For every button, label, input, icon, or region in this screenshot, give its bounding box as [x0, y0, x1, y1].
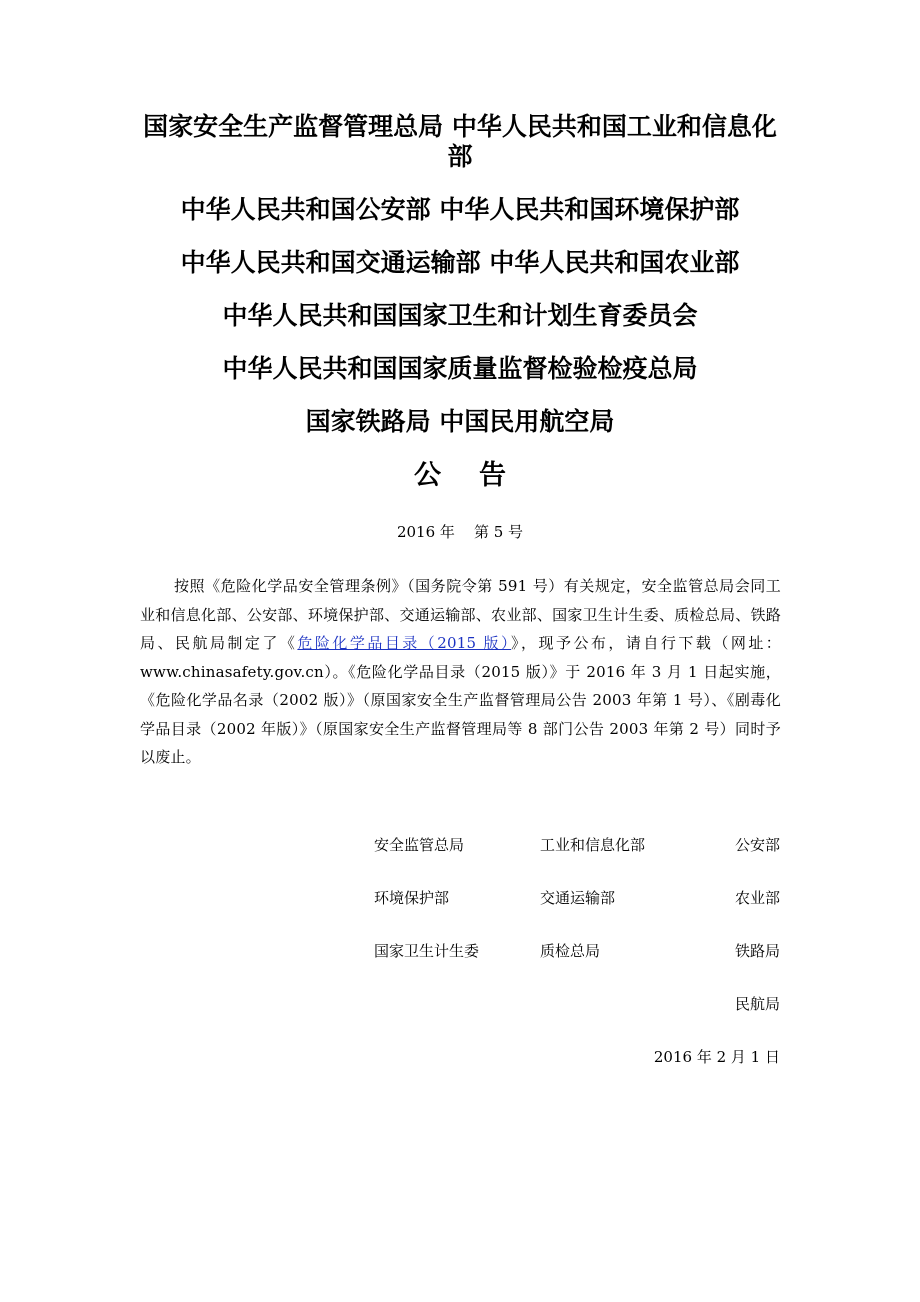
heading-agencies-line2: 中华人民共和国公安部 中华人民共和国环境保护部 — [180, 195, 740, 224]
signatory-safety-admin: 安全监管总局 — [374, 836, 465, 854]
heading-agencies-line3: 中华人民共和国交通运输部 中华人民共和国农业部 — [180, 248, 740, 277]
signatory-quality: 质检总局 — [540, 942, 601, 960]
body-text-part2: 》，现予公布，请自行下载（网址：www.chinasafety.gov.cn）。《危险化学品目录（2015 版）》于 2016 年 3 月 1 日起实施，《危险化学品名录（2002 版）》（原国家安全生产监督管理局公告 2003 年第 1 号）、《剧毒化学品目录（2002 年版）》（原国家安全生产监督管理局等 8 部门公告 2003 年第 2 号）同时予以废止。 — [140, 634, 782, 766]
heading-agencies-line4: 中华人民共和国国家卫生和计划生育委员会 — [222, 301, 698, 330]
signatory-transport: 交通运输部 — [540, 889, 616, 907]
signatory-agriculture: 农业部 — [734, 889, 780, 907]
body-text-part1: 按照《危险化学品安全管理条例》（国务院令第 591 号）有关规定，安全监管总局会同工业和信息化部、公安部、环境保护部、交通运输部、农业部、国家卫生计生委、质检总局、铁路局、民航局制定了《 — [140, 577, 781, 652]
signatory-health: 国家卫生计生委 — [374, 942, 480, 960]
issue-date: 2016 年 2 月 1 日 — [653, 1048, 780, 1066]
heading-agencies-line1: 国家安全生产监督管理总局 中华人民共和国工业和信息化部 — [143, 112, 777, 171]
body-paragraph — [140, 572, 781, 772]
heading-agencies-line6: 国家铁路局 中国民用航空局 — [305, 407, 615, 436]
signatory-railway: 铁路局 — [734, 942, 780, 960]
signatory-miit: 工业和信息化部 — [540, 836, 646, 854]
signatory-aviation: 民航局 — [734, 995, 780, 1013]
signatory-public-security: 公安部 — [734, 836, 780, 854]
document-number: 2016 年 第 5 号 — [396, 523, 524, 541]
heading-agencies-line5: 中华人民共和国国家质量监督检验检疫总局 — [222, 354, 698, 383]
signatory-environment: 环境保护部 — [374, 889, 450, 907]
notice-title: 公告 — [414, 460, 544, 491]
catalog-download-link[interactable]: 危险化学品目录（2015 版） — [297, 634, 511, 652]
